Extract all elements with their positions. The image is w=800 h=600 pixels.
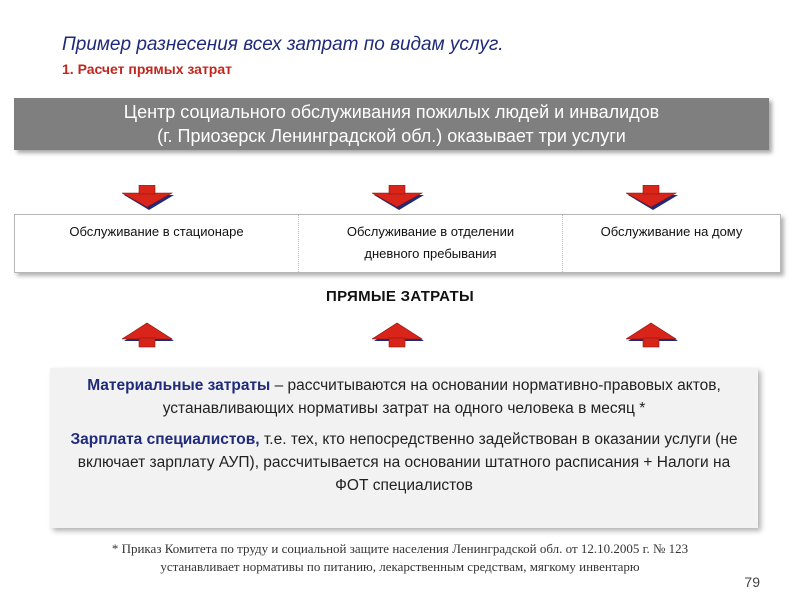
- slide-title: Пример разнесения всех затрат по видам услуг.: [62, 34, 504, 55]
- service-label: Обслуживание на дому: [600, 224, 743, 239]
- footnote-line-2: устанавливает нормативы по питанию, лекарственным средствам, мягкому инвентарю: [160, 559, 640, 574]
- center-line-1: Центр социального обслуживания пожилых людей и инвалидов: [123, 102, 660, 122]
- salary-paragraph: [62, 428, 746, 497]
- service-inpatient: [15, 215, 298, 272]
- service-day-stay: [298, 215, 563, 272]
- services-row: [14, 214, 781, 273]
- footnote: [0, 540, 800, 576]
- down-arrow-icon: [122, 185, 176, 211]
- cost-definitions-box: [50, 368, 758, 528]
- material-costs-paragraph: [62, 374, 746, 420]
- up-arrow-icon: [626, 322, 680, 348]
- footnote-line-1: * Приказ Комитета по труду и социальной защите населения Ленинградской обл. от 12.10.2005 г. № 123: [111, 541, 689, 556]
- up-arrow-icon: [122, 322, 176, 348]
- down-arrow-icon: [372, 185, 426, 211]
- material-costs-title: Материальные затраты: [87, 377, 271, 394]
- service-label: Обслуживание в стационаре: [69, 224, 244, 239]
- salary-title: Зарплата специалистов,: [70, 431, 260, 448]
- service-home: [563, 215, 780, 272]
- service-label-line2: дневного пребывания: [364, 246, 497, 261]
- salary-text: т.е. тех, кто непосредственно задействован в оказании услуги (не включает зарплату АУП), рассчитывается на основании штатного расписания + Налоги на ФОТ специалистов: [77, 431, 738, 494]
- up-arrow-icon: [372, 322, 426, 348]
- down-arrow-icon: [626, 185, 680, 211]
- direct-costs-label: ПРЯМЫЕ ЗАТРАТЫ: [325, 288, 474, 305]
- slide-subtitle: 1. Расчет прямых затрат: [62, 61, 232, 77]
- center-description-box: [14, 98, 769, 150]
- material-costs-text: – рассчитываются на основании нормативно-правовых актов, устанавливающих нормативы затрат на одного человека в месяц *: [162, 377, 721, 417]
- service-label: Обслуживание в отделении: [346, 224, 515, 239]
- page-number: 79: [744, 574, 760, 590]
- center-line-2: (г. Приозерск Ленинградской обл.) оказывает три услуги: [157, 126, 626, 146]
